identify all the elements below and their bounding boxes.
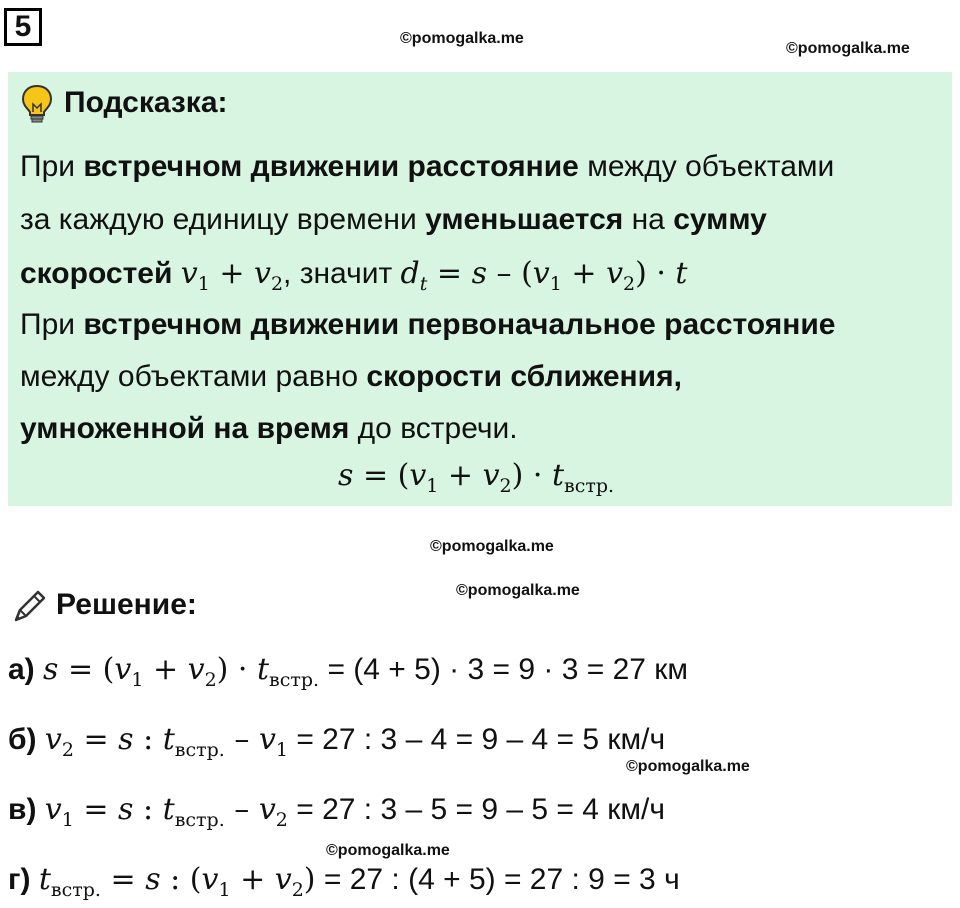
answer-c: в) $v_1 = s$ : $t_{встр.} - v_2 = 27$ : 3 – 5 = 9 – 5 = 4 км/ч [8, 792, 666, 831]
answer-d: г) $t_{встр.} = s$ : $(v_1 + v_2) = 27$ : (4 + 5) = 27 : 9 = 3 ч [8, 862, 680, 901]
watermark: ©pomogalka.me [326, 842, 450, 859]
answer-a: а) $s = (v_1 + v_2) \cdot t_{встр.} = (4 + 5) \cdot 3 = 9 \cdot 3 = 27$ км [8, 652, 689, 691]
watermark: ©pomogalka.me [786, 40, 910, 57]
watermark: ©pomogalka.me [400, 30, 524, 47]
hint-line-2: за каждую единицу времени уменьшается на сумму [20, 203, 767, 236]
solution-title: Решение: [56, 588, 197, 621]
hint-line-1: При встречном движении расстояние между объектами [20, 150, 835, 183]
watermark: ©pomogalka.me [430, 538, 554, 555]
hint-line-3: скоростей $v_1 + v_2$, значит $d_t = s - (v_1 + v_2) \cdot t$ [20, 256, 688, 295]
watermark: ©pomogalka.me [456, 582, 580, 599]
hint-line-6: умноженной на время до встречи. [20, 412, 518, 445]
watermark: ©pomogalka.me [626, 758, 750, 775]
answer-b: б) $v_2 = s$ : $t_{встр.} - v_1 = 27$ : 3 – 4 = 9 – 4 = 5 км/ч [8, 722, 666, 761]
pencil-icon [12, 588, 48, 624]
lightbulb-icon [20, 84, 54, 124]
task-number: 5 [4, 8, 42, 46]
hint-line-5: между объектами равно скорости сближения, [20, 360, 682, 393]
hint-title: Подсказка: [64, 86, 228, 119]
hint-formula: $s = (v_1 + v_2) \cdot t_{встр.}$ [338, 458, 615, 497]
hint-line-4: При встречном движении первоначальное расстояние [20, 308, 836, 341]
